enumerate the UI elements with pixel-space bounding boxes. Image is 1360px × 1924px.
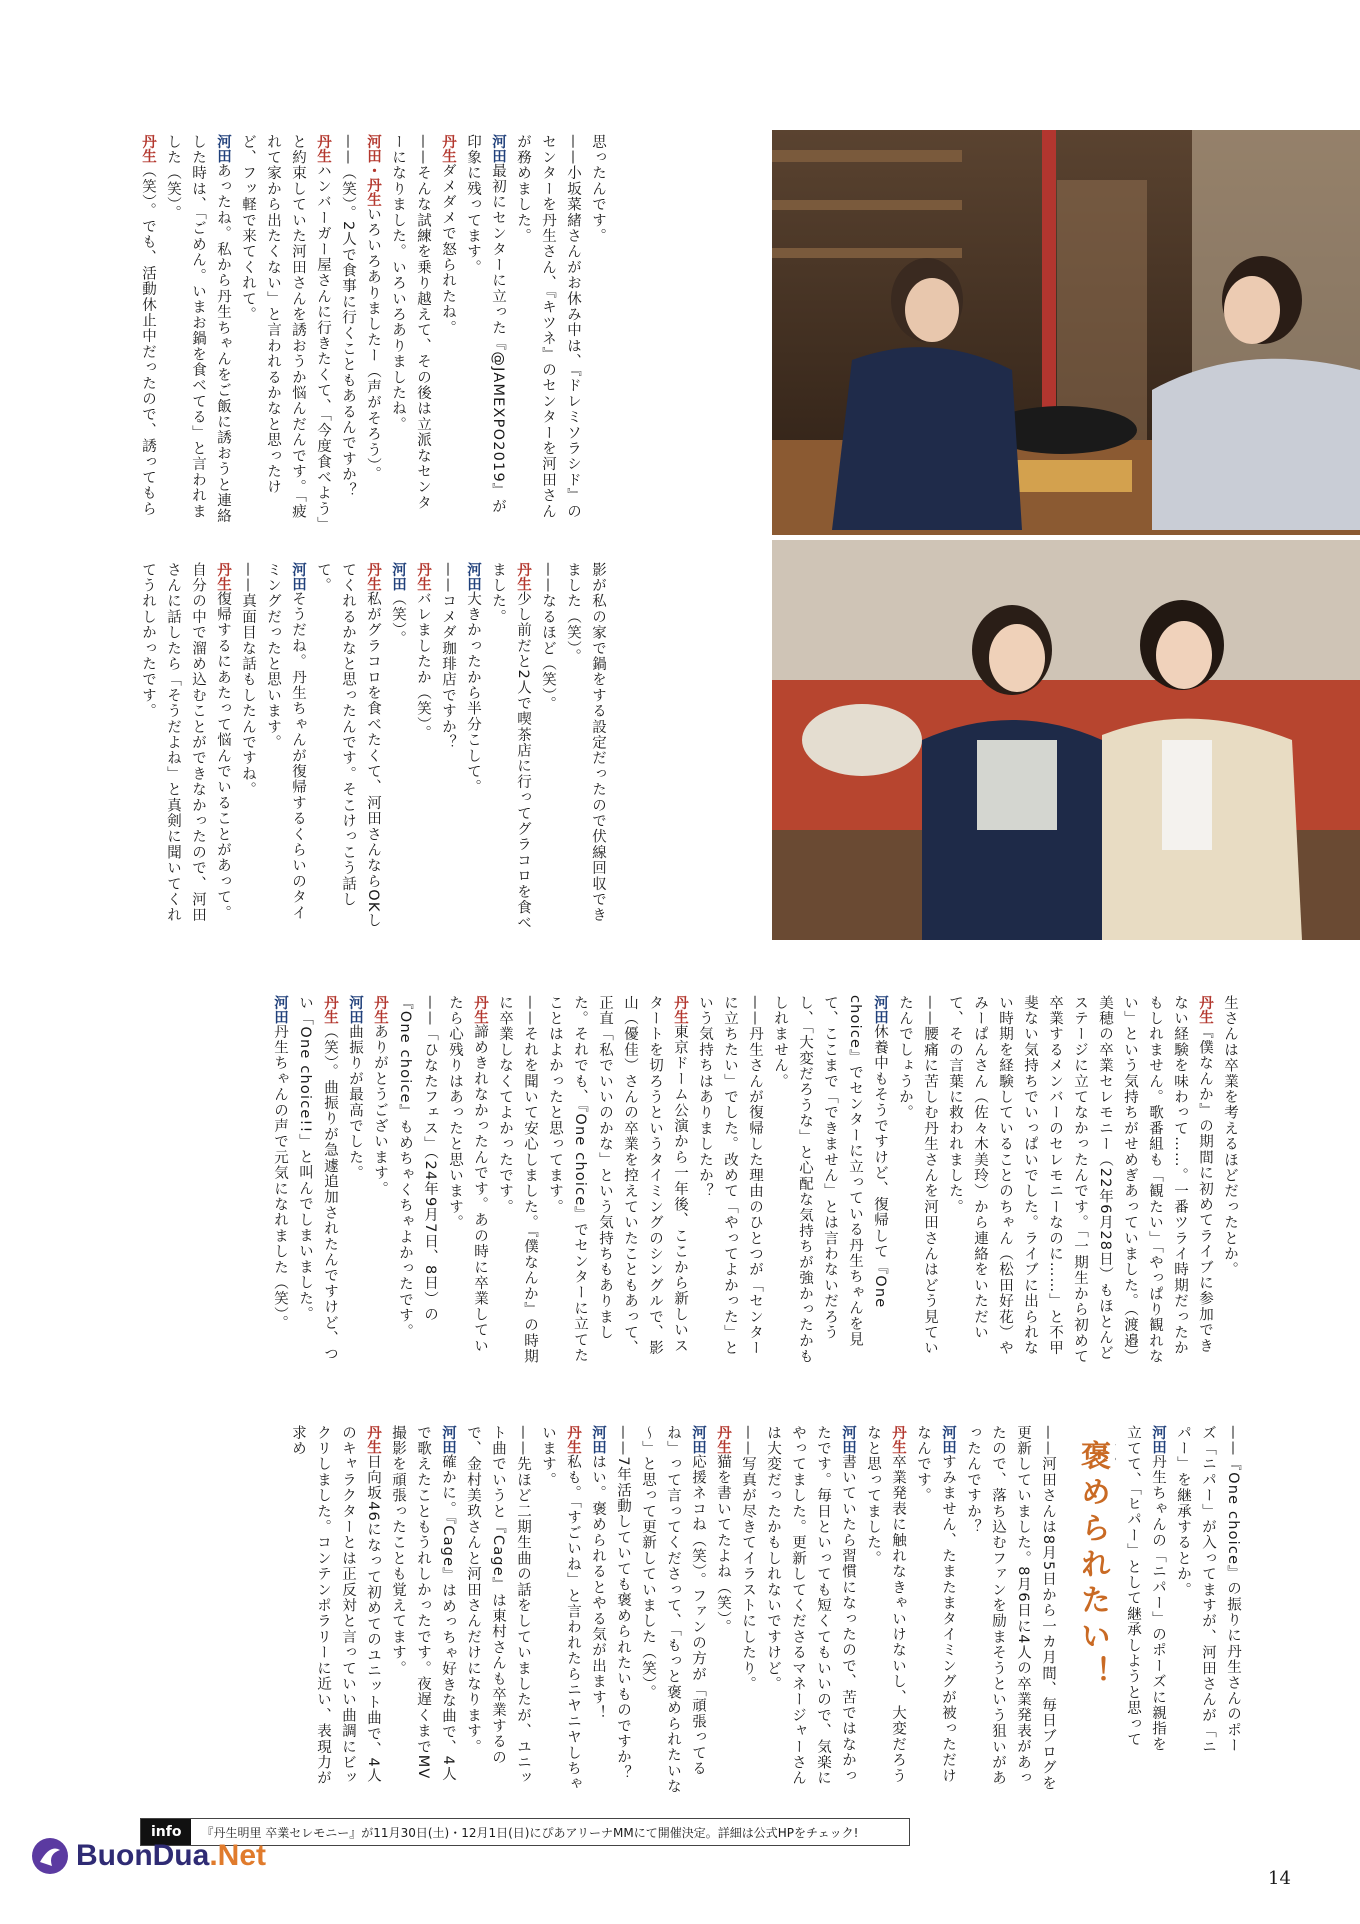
photo-hotpot-illustration bbox=[772, 130, 1360, 535]
paragraph-text: ——なるほど（笑）。 bbox=[540, 562, 556, 712]
speaker-label: 丹生 bbox=[565, 1425, 581, 1454]
speaker-label: 丹生 bbox=[315, 134, 331, 163]
paragraph-text: 生さんは卒業を考えるほどだったとか。 bbox=[1222, 995, 1238, 1278]
speaker-label: 丹生 bbox=[890, 1425, 906, 1454]
paragraph bbox=[635, 1425, 710, 1795]
photo-sofa-illustration bbox=[772, 540, 1360, 940]
paragraph bbox=[235, 134, 335, 526]
paragraph bbox=[942, 995, 1217, 1367]
paragraph-text: ——そんな試練を乗り越えて、その後は立派なセンターになりました。いろいろありましたね。 bbox=[390, 134, 431, 511]
paragraph bbox=[910, 1425, 960, 1795]
paragraph-text: 応援ネコね（笑）。ファンの方が「頑張ってるね」って言ってくださって、「もっと褒められたいな～」と思って更新していました（笑）。 bbox=[640, 1425, 706, 1795]
paragraph-text: ——写真が尽きてイラストにしたり。 bbox=[740, 1425, 756, 1692]
speaker-label: 丹生 bbox=[322, 995, 338, 1024]
paragraph-text: ——小坂菜緒さんがお休み中は、『ドレミソラシド』のセンターを丹生さん、『キツネ』のセンターを河田さんが務めました。 bbox=[515, 134, 581, 520]
page-number: 14 bbox=[1268, 1868, 1291, 1889]
paragraph bbox=[442, 995, 492, 1367]
speaker-label: 河田 bbox=[390, 562, 406, 591]
paragraph-text: 休養中もそうですけど、復帰して『One choice』でセンターに立っている丹生ちゃんを見て、ここまで「できません」とは言わないだろうし、「大変だろうな」と心配な気持ちが強かったかもしれません。 bbox=[772, 995, 888, 1365]
paragraph-text: ——それを聞いて安心しました。『僕なんか』の時期に卒業しなくてよかったです。 bbox=[497, 995, 538, 1365]
paragraph bbox=[610, 1425, 635, 1795]
paragraph bbox=[585, 1425, 610, 1795]
paragraph-text: （笑）。曲振りが急遽追加されたんですけど、つい「One choice!!」と叫んでしまいました。 bbox=[297, 995, 338, 1363]
speaker-label: 丹生 bbox=[140, 134, 156, 163]
paragraph bbox=[260, 562, 310, 934]
speaker-label: 河田 bbox=[940, 1425, 956, 1454]
paragraph bbox=[392, 995, 442, 1367]
paragraph-text: 私がグラコロを食べたくて、河田さんならOKしてくれるかなと思ったんです。そこけっこう話して。 bbox=[315, 562, 381, 929]
paragraph bbox=[767, 995, 892, 1367]
paragraph-text: 卒業発表に触れなきゃいけないし、大変だろうなと思ってました。 bbox=[865, 1425, 906, 1784]
paragraph bbox=[1115, 1425, 1170, 1755]
paragraph bbox=[735, 1425, 760, 1795]
paragraph-text: いろいろありましたー（声がそろう）。 bbox=[365, 206, 381, 482]
article-column-bottom-right-upper bbox=[1115, 1425, 1245, 1755]
site-logo-icon bbox=[30, 1836, 70, 1876]
speaker-label: 丹生 bbox=[365, 1425, 381, 1454]
info-text: 『丹生明里 卒業セレモニー』が11月30日(土)・12月1日(日)にぴあアリーナMMにて開催決定。詳細は公式HPをチェック! bbox=[201, 1825, 859, 1840]
paragraph bbox=[140, 562, 235, 934]
speaker-label: 丹生 bbox=[715, 1425, 731, 1454]
speaker-label: 丹生 bbox=[215, 562, 231, 591]
paragraph bbox=[292, 995, 342, 1367]
paragraph bbox=[460, 134, 510, 526]
speaker-label: 河田 bbox=[215, 134, 231, 163]
speaker-label: 丹生 bbox=[415, 562, 431, 591]
paragraph bbox=[435, 134, 460, 526]
paragraph-text: ——『One choice』の振りに丹生さんのポーズ「ニパー」が入ってますが、河田さんが「ニパー」を継承するとか。 bbox=[1175, 1425, 1241, 1755]
paragraph bbox=[360, 134, 385, 526]
speaker-label: 丹生 bbox=[1197, 995, 1213, 1024]
paragraph-text: あったね。私から丹生ちゃんをご飯に誘おうと連絡した時は、「ごめん。いまお鍋を食べてる」と言われました（笑）。 bbox=[165, 134, 231, 525]
paragraph bbox=[140, 134, 160, 526]
paragraph-text: すみません、たまたまタイミングが被っただけなんです。 bbox=[915, 1425, 956, 1784]
paragraph bbox=[342, 995, 367, 1367]
article-column-mid-left bbox=[140, 562, 610, 934]
paragraph-text: ——コメダ珈琲店ですか？ bbox=[440, 562, 456, 751]
paragraph-text: ——先ほど二期生曲の話をしていましたが、ユニット曲でいうと『Cage』は東村さんも卒業するので、金村美玖さんと河田さんだけになります。 bbox=[465, 1425, 531, 1787]
paragraph-text: ——7年活動していても褒められたいものですか？ bbox=[615, 1425, 631, 1781]
paragraph bbox=[485, 562, 535, 934]
paragraph bbox=[267, 995, 292, 1367]
speaker-label: 河田 bbox=[872, 995, 888, 1024]
site-logo-text: BuonDua.Net bbox=[76, 1839, 267, 1872]
paragraph-text: 少し前だと2人で喫茶店に行ってグラコロを食べました。 bbox=[490, 562, 531, 932]
paragraph-text: ハンバーガー屋さんに行きたくて、「今度食べよう」と約束していた河田さんを誘おうか悩んだんです。「疲れて家から出たくない」と言われるかなと思ったけど、フッ軽で来てくれて。 bbox=[240, 134, 331, 526]
paragraph bbox=[335, 134, 360, 526]
paragraph bbox=[385, 562, 410, 934]
paragraph-text: ダメダメで怒られたね。 bbox=[440, 163, 456, 336]
paragraph bbox=[692, 995, 767, 1367]
speaker-label: 丹生 bbox=[440, 134, 456, 163]
photo-sofa-scene bbox=[772, 540, 1360, 940]
paragraph-text: （笑）。 bbox=[390, 591, 406, 647]
paragraph bbox=[710, 1425, 735, 1795]
paragraph-text: 思ったんです。 bbox=[590, 134, 606, 244]
paragraph-text: 曲振りが最高でした。 bbox=[347, 1024, 363, 1181]
photo-hotpot-scene bbox=[772, 130, 1360, 535]
speaker-label: 丹生 bbox=[372, 995, 388, 1024]
paragraph bbox=[385, 1425, 460, 1795]
paragraph bbox=[585, 134, 610, 526]
speaker-label: 河田 bbox=[690, 1425, 706, 1454]
paragraph-text: 私も。「すごいね」と言われたらニヤニヤしちゃいます。 bbox=[540, 1425, 581, 1793]
paragraph bbox=[535, 1425, 585, 1795]
speaker-label: 河田 bbox=[490, 134, 506, 163]
speaker-label: 河田 bbox=[590, 1425, 606, 1454]
speaker-label: 丹生 bbox=[672, 995, 688, 1024]
paragraph bbox=[542, 995, 692, 1367]
paragraph-text: 影が私の家で鍋をする設定だったので伏線回収できました（笑）。 bbox=[565, 562, 606, 924]
paragraph bbox=[367, 995, 392, 1367]
paragraph bbox=[460, 1425, 535, 1795]
speaker-label: 河田 bbox=[1150, 1425, 1166, 1454]
paragraph-text: 丹生ちゃんの声で元気になれました（笑）。 bbox=[272, 1024, 288, 1331]
speaker-label: 丹生 bbox=[515, 562, 531, 591]
paragraph bbox=[760, 1425, 860, 1795]
paragraph-text: ——（笑）。2人で食事に行くこともあるんですか？ bbox=[340, 134, 356, 499]
paragraph bbox=[1217, 995, 1242, 1367]
paragraph bbox=[535, 562, 560, 934]
paragraph-text: そうだね。丹生ちゃんが復帰するくらいのタイミングだったと思います。 bbox=[265, 562, 306, 921]
paragraph bbox=[560, 562, 610, 934]
speaker-label: 河田 bbox=[290, 562, 306, 591]
speaker-label: 丹生 bbox=[365, 562, 381, 591]
section-heading: 褒められたい！ bbox=[1075, 1440, 1110, 1692]
paragraph bbox=[960, 1425, 1060, 1795]
paragraph bbox=[492, 995, 542, 1367]
paragraph-text: （笑）。でも、活動休止中だったので、誘ってもら bbox=[140, 163, 156, 517]
info-tag: info bbox=[141, 1819, 191, 1845]
speaker-label: 河田 bbox=[347, 995, 363, 1024]
paragraph bbox=[385, 134, 435, 526]
paragraph-text: ——真面目な話もしたんですね。 bbox=[240, 562, 256, 798]
article-column-bottom-right bbox=[140, 1425, 1060, 1795]
paragraph bbox=[410, 562, 435, 934]
paragraph-text: 『僕なんか』の期間に初めてライブに参加できない経験を味わって……。一番ツライ時期だったかもしれません。歌番組も「観たい」「やっぱり観れない」という気持ちがせめぎあっていました。（渡邉）美穂の卒業セレモニー（22年6月28日）もほとんどステージに立てなかったんです。「一期生から初めて卒業するメンバーのセレモニーなのに……」と不甲斐ない気持ちでいっぱいでした。ライブに出られない時期を経験していることのちゃん（松田好花）やみーぱんさん（佐々木美玲）から連絡をいただいて、その言葉に救われました。 bbox=[947, 995, 1213, 1365]
paragraph-text: はい。褒められるとやる気が出ます！ bbox=[590, 1454, 606, 1721]
paragraph-text: ありがとうございます。 bbox=[372, 1024, 388, 1197]
paragraph bbox=[1170, 1425, 1245, 1755]
site-logo bbox=[30, 1836, 266, 1876]
paragraph-text: 確かに。『Cage』はめっちゃ好きな曲で、4人で歌えたこともうれしかったです。夜遅くまでMV撮影を頑張ったことも覚えてます。 bbox=[390, 1425, 456, 1782]
paragraph bbox=[435, 562, 460, 934]
paragraph-text: 猫を書いてたよね（笑）。 bbox=[715, 1454, 731, 1636]
paragraph-text: ——丹生さんが復帰した理由のひとつが「センターに立ちたい」でした。改めて「やってよかった」という気持ちはありましたか？ bbox=[697, 995, 763, 1357]
speaker-label: 河田 bbox=[272, 995, 288, 1024]
paragraph-text: 最初にセンターに立った『@JAMEXPO2019』が印象に残ってます。 bbox=[465, 134, 506, 515]
paragraph bbox=[310, 562, 385, 934]
speaker-label: 丹生 bbox=[472, 995, 488, 1024]
paragraph bbox=[510, 134, 585, 526]
article-column-bottom-left bbox=[140, 995, 1242, 1367]
paragraph-text: ——腰痛に苦しむ丹生さんを河田さんはどう見ていたんでしょうか。 bbox=[897, 995, 938, 1357]
speaker-label: 河田 bbox=[840, 1425, 856, 1454]
paragraph-text: 東京ドーム公演から一年後、ここから新しいスタートを切ろうというタイミングのシングルで、影山（優佳）さんの卒業を控えていたこともあって、正直「私でいいのかな」という気持ちもありました。それでも、『One choice』でセンターに立てたことはよかったと思ってます。 bbox=[547, 995, 688, 1364]
paragraph bbox=[235, 562, 260, 934]
paragraph bbox=[892, 995, 942, 1367]
speaker-label: 河田 bbox=[465, 562, 481, 591]
paragraph-text: ——河田さんは8月5日から一カ月間、毎日ブログを更新していました。8月6日に4人の卒業発表があったので、落ち込むファンを励まそうという狙いがあったんですか？ bbox=[965, 1425, 1056, 1792]
paragraph bbox=[460, 562, 485, 934]
speaker-label: 河田 bbox=[440, 1425, 456, 1454]
paragraph-text: ——「ひなたフェス」（24年9月7日、8日）の『One choice』もめちゃくちゃよかったです。 bbox=[397, 995, 438, 1340]
paragraph-text: 書いていたら習慣になったので、苦ではなかったです。毎日といっても短くてもいいので、気楽にやってました。更新してくださるマネージャーさんは大変だったかもしれないですけど。 bbox=[765, 1425, 856, 1787]
paragraph-text: 復帰するにあたって悩んでいることがあって。自分の中で溜め込むことができなかったので、河田さんに話したら「そうだよね」と真剣に聞いてくれてうれしかったです。 bbox=[140, 562, 231, 924]
paragraph-text: バレましたか（笑）。 bbox=[415, 591, 431, 741]
paragraph-text: 諦めきれなかったんです。あの時に卒業していたら心残りはあったと思います。 bbox=[447, 995, 488, 1354]
paragraph-text: 丹生ちゃんの「ニパー」のポーズに親指を立てて、「ヒパー」として継承しようと思って bbox=[1125, 1425, 1166, 1753]
article-column-top-left bbox=[140, 134, 610, 526]
speaker-label: 河田・丹生 bbox=[365, 134, 381, 207]
paragraph-text: 日向坂46になって初めてのユニット曲で、4人のキャラクターとは正反対と言っていい曲調にビックリしました。コンテンポラリーに近い、表現力が求め bbox=[290, 1425, 381, 1787]
paragraph bbox=[860, 1425, 910, 1795]
paragraph bbox=[285, 1425, 385, 1795]
paragraph-text: 大きかったから半分こして。 bbox=[465, 591, 481, 796]
paragraph bbox=[160, 134, 235, 526]
